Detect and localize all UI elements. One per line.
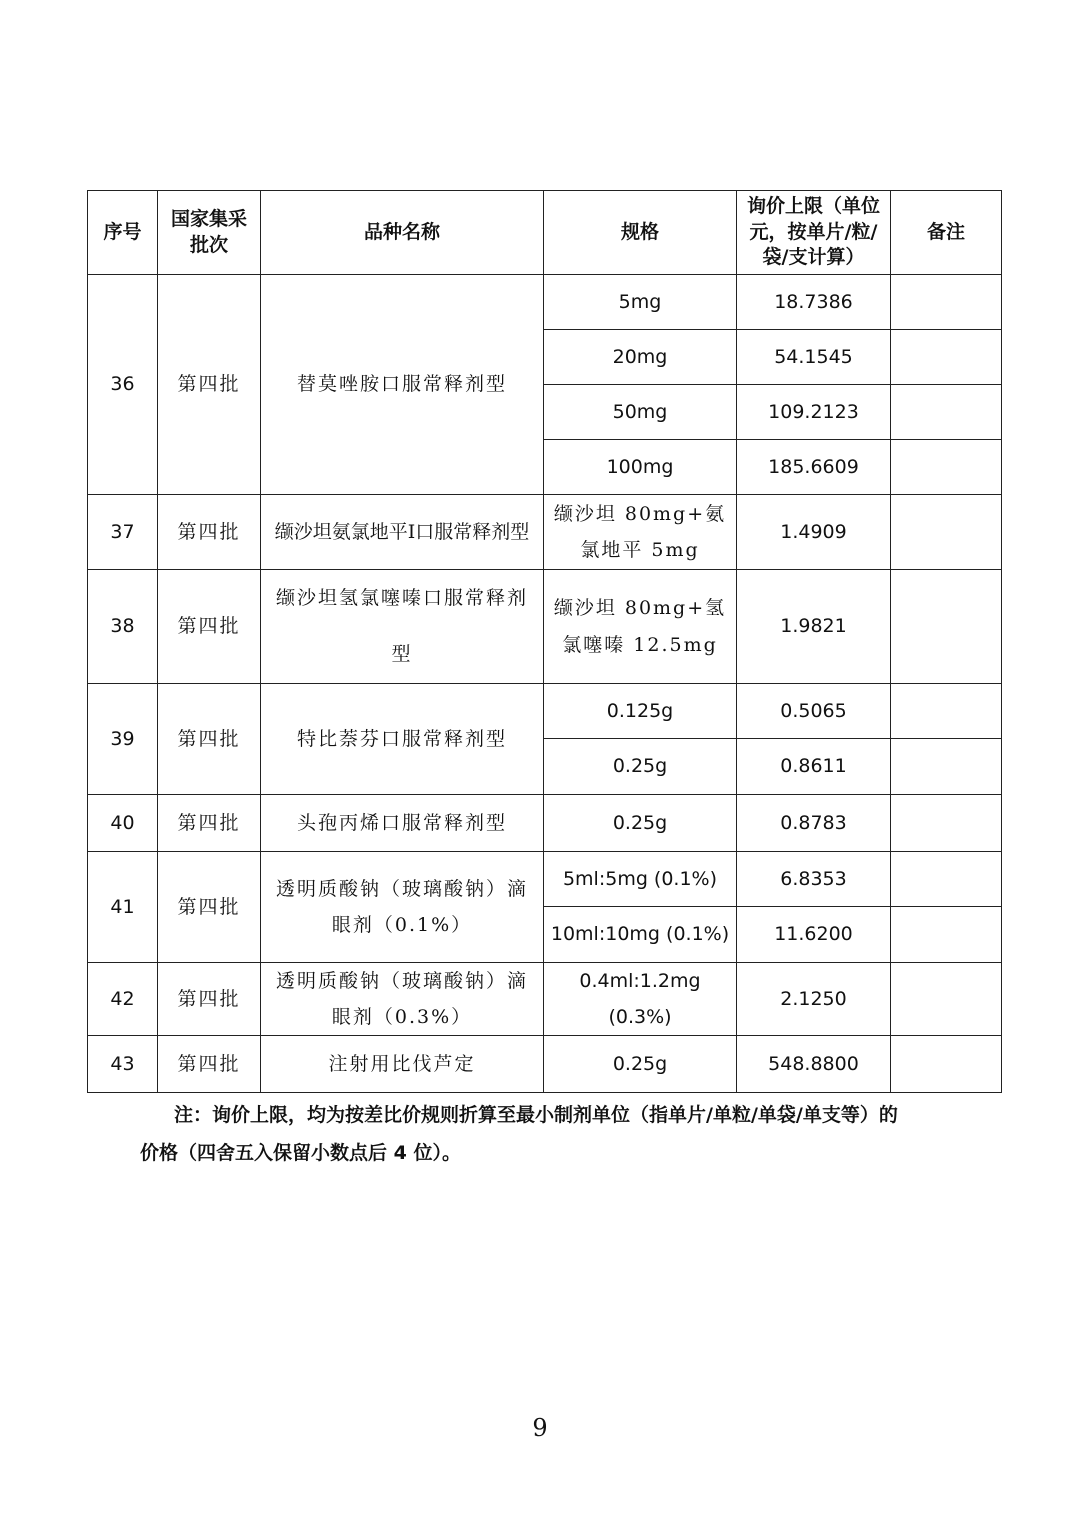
row-price: 0.5065 (737, 684, 891, 739)
row-drug-name: 特比萘芬口服常释剂型 (261, 684, 544, 795)
row-remarks (891, 1036, 1002, 1093)
row-price: 185.6609 (737, 440, 891, 495)
table-row (88, 795, 1002, 852)
row-serial: 37 (88, 495, 158, 570)
row-remarks (891, 963, 1002, 1036)
row-batch: 第四批 (158, 1036, 261, 1093)
row-spec: 5ml:5mg (0.1%) (544, 852, 737, 907)
row-remarks (891, 440, 1002, 495)
row-price: 2.1250 (737, 963, 891, 1036)
row-batch: 第四批 (158, 495, 261, 570)
row-spec: 缬沙坦 80mg+氢氯噻嗪 12.5mg (544, 570, 737, 684)
row-remarks (891, 570, 1002, 684)
footnote (140, 1096, 970, 1172)
row-spec: 20mg (544, 330, 737, 385)
row-serial: 41 (88, 852, 158, 963)
row-remarks (891, 795, 1002, 852)
row-remarks (891, 907, 1002, 963)
row-batch: 第四批 (158, 963, 261, 1036)
row-drug-name: 替莫唑胺口服常释剂型 (261, 275, 544, 495)
row-batch: 第四批 (158, 570, 261, 684)
row-spec: 0.25g (544, 739, 737, 795)
table-row (88, 684, 1002, 739)
row-drug-name: 注射用比伐芦定 (261, 1036, 544, 1093)
row-price: 1.9821 (737, 570, 891, 684)
header-drug-name: 品种名称 (261, 191, 544, 275)
row-serial: 43 (88, 1036, 158, 1093)
row-batch: 第四批 (158, 684, 261, 795)
row-remarks (891, 739, 1002, 795)
row-remarks (891, 495, 1002, 570)
price-table (87, 190, 1002, 1093)
table-row (88, 963, 1002, 1036)
table-row (88, 570, 1002, 684)
row-spec: 5mg (544, 275, 737, 330)
header-price-cap: 询价上限（单位元，按单片/粒/袋/支计算） (737, 191, 891, 275)
row-batch: 第四批 (158, 795, 261, 852)
row-remarks (891, 330, 1002, 385)
table-row (88, 852, 1002, 907)
row-spec: 10ml:10mg (0.1%) (544, 907, 737, 963)
table-header-row (88, 191, 1002, 275)
row-spec: 0.25g (544, 795, 737, 852)
row-remarks (891, 385, 1002, 440)
row-price: 548.8800 (737, 1036, 891, 1093)
row-serial: 36 (88, 275, 158, 495)
row-price: 0.8783 (737, 795, 891, 852)
row-price: 11.6200 (737, 907, 891, 963)
row-price: 0.8611 (737, 739, 891, 795)
row-drug-name: 缬沙坦氢氯噻嗪口服常释剂型 (261, 570, 544, 684)
page-number: 9 (532, 1414, 548, 1442)
footnote-line-1: 注：询价上限，均为按差比价规则折算至最小制剂单位（指单片/单粒/单袋/单支等）的 (174, 1104, 898, 1126)
row-remarks (891, 684, 1002, 739)
row-batch: 第四批 (158, 852, 261, 963)
row-price: 1.4909 (737, 495, 891, 570)
header-remarks: 备注 (891, 191, 1002, 275)
row-serial: 39 (88, 684, 158, 795)
row-drug-name: 缬沙坦氨氯地平Ⅰ口服常释剂型 (261, 495, 544, 570)
row-drug-name: 透明质酸钠（玻璃酸钠）滴眼剂（0.1%） (261, 852, 544, 963)
row-price: 54.1545 (737, 330, 891, 385)
row-drug-name: 头孢丙烯口服常释剂型 (261, 795, 544, 852)
row-price: 6.8353 (737, 852, 891, 907)
row-spec: 0.125g (544, 684, 737, 739)
row-batch: 第四批 (158, 275, 261, 495)
row-serial: 40 (88, 795, 158, 852)
table-row (88, 495, 1002, 570)
footnote-line-2: 价格（四舍五入保留小数点后 4 位）。 (140, 1142, 461, 1164)
header-spec: 规格 (544, 191, 737, 275)
row-spec: 缬沙坦 80mg+氨氯地平 5mg (544, 495, 737, 570)
row-spec: 0.4ml:1.2mg (0.3%) (544, 963, 737, 1036)
row-spec: 50mg (544, 385, 737, 440)
row-drug-name: 透明质酸钠（玻璃酸钠）滴眼剂（0.3%） (261, 963, 544, 1036)
header-serial: 序号 (88, 191, 158, 275)
row-remarks (891, 852, 1002, 907)
header-batch: 国家集采批次 (158, 191, 261, 275)
row-price: 18.7386 (737, 275, 891, 330)
row-serial: 38 (88, 570, 158, 684)
row-price: 109.2123 (737, 385, 891, 440)
row-spec: 100mg (544, 440, 737, 495)
row-serial: 42 (88, 963, 158, 1036)
row-spec: 0.25g (544, 1036, 737, 1093)
table-row (88, 275, 1002, 330)
table-row (88, 1036, 1002, 1093)
row-remarks (891, 275, 1002, 330)
